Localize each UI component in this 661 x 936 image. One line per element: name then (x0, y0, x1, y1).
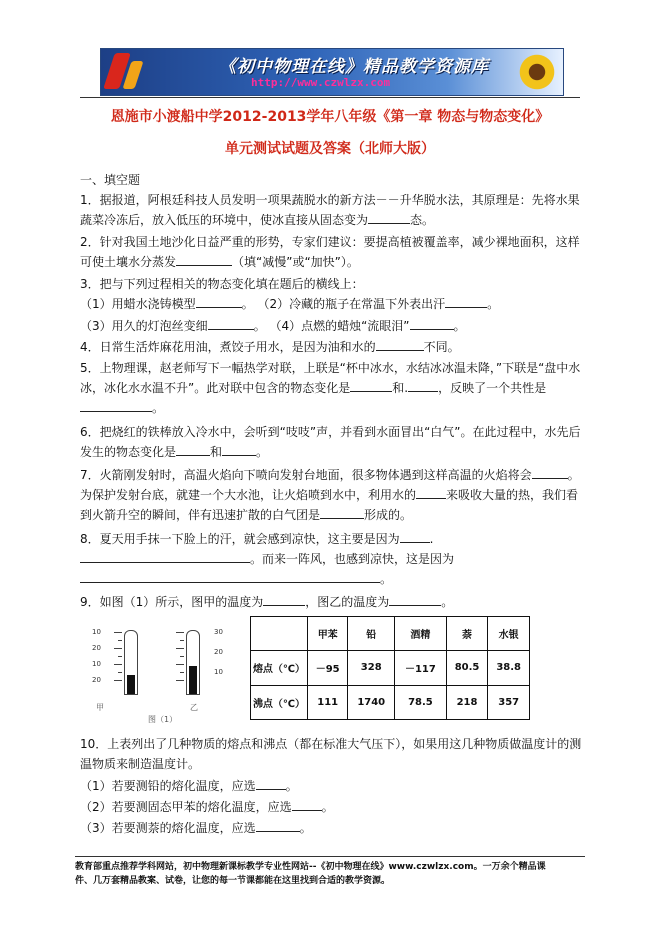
scale-tick (180, 672, 184, 673)
question-6: 6．把烧红的铁棒放入冷水中，会听到“吱吱”声，并看到水面冒出“白气”。在此过程中，水先后发生的物态变化是 和 。 (80, 425, 581, 459)
question-1: 1．据报道，阿根廷科技人员发明一项果蔬脱水的新方法－－升华脱水法，其原理是：先将水果蔬菜冷冻后，放入低压的环境中，使冰直接从固态变为 态。 (80, 193, 580, 227)
header-rule (80, 97, 580, 98)
table-cell: 1740 (348, 685, 395, 719)
scale-tick (118, 672, 122, 673)
table-header: 酒精 (395, 617, 447, 651)
question-3-intro: 3．把与下列过程相关的物态变化填在题后的横线上： (80, 277, 364, 291)
sunflower-icon (517, 52, 557, 92)
table-cell: 80.5 (446, 651, 488, 685)
answer-blank (80, 549, 250, 563)
question-2: 2．针对我国土地沙化日益严重的形势，专家们建议：要提高植被覆盖率，减少裸地面积，这样可使土壤水分蒸发 （填“减慢”或“加快”）。 (80, 235, 580, 269)
banner-url: http://www.czwlzx.com (251, 76, 391, 89)
answer-blank (410, 316, 454, 330)
question-4: 4．日常生活炸麻花用油，煮饺子用水，是因为油和水的 不同。 (80, 337, 583, 357)
footer-line1: 教育部重点推荐学科网站，初中物理新课标教学专业性网站--《初中物理在线》www.czwlzx.com。一万余个精品课 (75, 862, 546, 872)
table-header: 水银 (488, 617, 530, 651)
question-8: 8．夏天用手抹一下脸上的汗，就会感到凉快，这主要是因为 .。而来一阵风，也感到凉快，这是因为。 (80, 529, 583, 589)
tick-label: 10 (214, 668, 223, 676)
scale-tick (118, 656, 122, 657)
scale-tick (118, 640, 122, 641)
question-10-sub2: （2）若要测固态甲苯的熔化温度，应选 。 (80, 797, 583, 817)
scale-tick (176, 680, 184, 681)
answer-blank (263, 592, 305, 606)
row-label: 熔点（℃） (251, 651, 308, 685)
table-corner (251, 617, 308, 651)
question-10-sub1: （1）若要测铅的熔化温度，应选 。 (80, 776, 583, 796)
answer-blank (400, 529, 430, 543)
table-cell: 218 (446, 685, 488, 719)
answer-blank (445, 294, 487, 308)
answer-blank (196, 294, 242, 308)
table-header-row (251, 617, 530, 651)
answer-blank (320, 505, 364, 519)
document-title-line2: 单元测试试题及答案（北师大版） (225, 141, 435, 157)
answer-blank (256, 776, 286, 790)
thermometer-yi-label: 乙 (190, 703, 198, 712)
melting-boiling-table (250, 616, 530, 720)
question-7: 7．火箭刚发射时，高温火焰向下喷向发射台地面，很多物体遇到这样高温的火焰将会 。为保护发射台底，就建一个大水池，让火焰喷到水中，利用水的 来吸收大量的热，我们看到火箭升空的瞬间，伴有迅速扩散的白气团是 形成的。 (80, 465, 583, 525)
answer-blank (208, 316, 254, 330)
footer-line2: 件、几万套精品教案、试卷，让您的每一节课都能在这里找到合适的教学资源。 (75, 876, 391, 886)
table-header: 萘 (446, 617, 488, 651)
thermometer-jia-scale (92, 628, 122, 690)
answer-blank (256, 818, 300, 832)
question-9: 9．如图（1）所示，图甲的温度为 ，图乙的温度为 。 (80, 592, 583, 612)
banner-title: 《初中物理在线》精品教学资源库 (219, 57, 489, 77)
question-10-sub3: （3）若要测萘的熔化温度，应选 。 (80, 818, 583, 838)
table-header: 甲苯 (308, 617, 348, 651)
tick-label: 20 (214, 648, 223, 656)
answer-blank (176, 252, 232, 266)
answer-blank (416, 485, 446, 499)
table-cell: 111 (308, 685, 348, 719)
thermometer-yi-numbers (212, 630, 238, 690)
answer-blank (376, 337, 424, 351)
row-label: 沸点（℃） (251, 685, 308, 719)
answer-blank (408, 378, 438, 392)
answer-blank (176, 442, 210, 456)
scale-tick (114, 680, 122, 681)
liquid-column (127, 675, 135, 694)
thermometer-yi (186, 630, 200, 695)
answer-blank (368, 210, 410, 224)
scale-tick (180, 656, 184, 657)
tick-label: 10 (92, 660, 101, 668)
tick-label: 30 (214, 628, 223, 636)
table-cell: －117 (395, 651, 447, 685)
scale-tick (180, 640, 184, 641)
answer-blank (292, 797, 322, 811)
figure-caption: 图（1） (148, 715, 178, 724)
table-cell: 38.8 (488, 651, 530, 685)
thermometer-yi-scale (158, 630, 184, 690)
question-3-row2: （3）用久的灯泡丝变细 。 （4）点燃的蜡烛“流眼泪” 。 (80, 316, 583, 336)
answer-blank (80, 398, 152, 412)
scale-tick (114, 632, 122, 633)
scale-tick (114, 664, 122, 665)
tick-label: 10 (92, 628, 101, 636)
thermometer-jia (124, 630, 138, 695)
thermometer-jia-label: 甲 (96, 703, 104, 712)
question-10: 10．上表列出了几种物质的熔点和沸点（都在标准大气压下），如果用这几种物质做温度计的测温物质来制造温度计。 (80, 737, 582, 771)
scale-tick (114, 648, 122, 649)
question-3-row1: （1）用蜡水浇铸模型 。 （2）冷藏的瓶子在常温下外表出汗 。 (80, 294, 583, 314)
question-5: 5．上物理课，赵老师写下一幅热学对联，上联是“杯中冰水，水结冰冰温未降，”下联是“盘中水冰，冰化水水温不升”。此对联中包含的物态变化是 和. ，反映了一个共性是。 (80, 361, 581, 415)
table-header: 铅 (348, 617, 395, 651)
tick-label: 20 (92, 676, 101, 684)
table-cell: 357 (488, 685, 530, 719)
table-cell: 78.5 (395, 685, 447, 719)
scale-tick (176, 664, 184, 665)
answer-blank (389, 592, 441, 606)
header-banner (100, 48, 564, 96)
section-heading: 一、填空题 (80, 173, 141, 187)
answer-blank (350, 378, 392, 392)
scale-tick (176, 632, 184, 633)
scale-tick (176, 648, 184, 649)
page-footer (75, 856, 585, 888)
table-cell: －95 (308, 651, 348, 685)
table-row (251, 651, 530, 685)
liquid-column (189, 666, 197, 694)
document-title-line1: 恩施市小渡船中学2012-2013学年八年级《第一章 物态与物态变化》 (110, 109, 550, 125)
answer-blank (80, 569, 380, 583)
table-row (251, 685, 530, 719)
answer-blank (532, 465, 568, 479)
answer-blank (222, 442, 256, 456)
tick-label: 20 (92, 644, 101, 652)
table-cell: 328 (348, 651, 395, 685)
